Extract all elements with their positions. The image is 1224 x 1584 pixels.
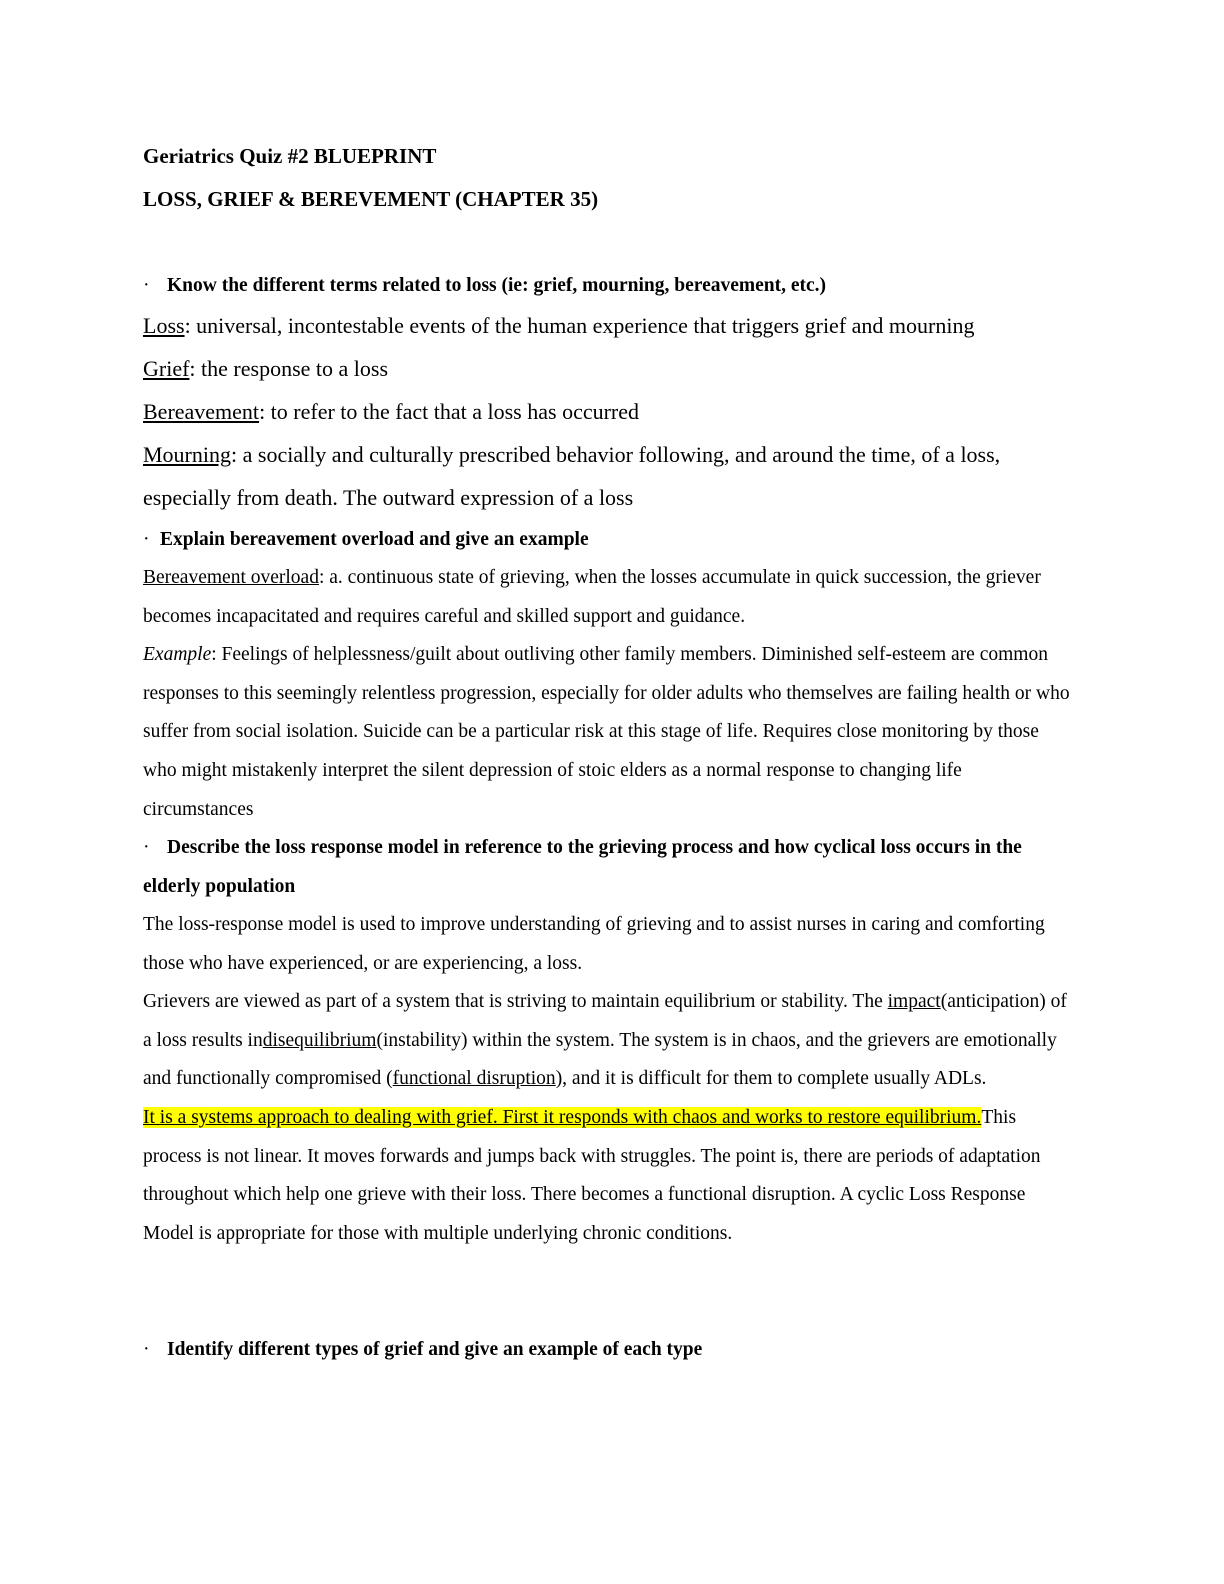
document-subtitle: LOSS, GRIEF & BEREVEMENT (CHAPTER 35) [143,187,599,211]
text-run: (anticipation) of a loss results in [143,991,1067,1051]
text-run: Grievers are viewed as part of a system that is striving to maintain equilibrium or stability. The [143,991,888,1013]
text-run: This process is not linear. It moves forwards and jumps back with struggles. The point is, there are periods of adaptation throughout which help one grieve with their loss. There becomes a functional disruption. A cyclic Loss Response Model is appropriate for those with multiple underlying chronic conditions. [143,1106,1041,1244]
bullet-icon: · [143,837,150,858]
definition-text: : universal, incontestable events of the human experience that triggers grief and mourning [184,313,975,338]
term-bereavement: Bereavement [143,399,260,424]
term-bereavement-overload: Bereavement overload [143,567,319,588]
text-run: ), and it is difficult for them to complete usually ADLs. [555,1068,987,1090]
example-text: : Feelings of helplessness/guilt about outliving other family members. Diminished self-esteem are common responses to this seemingly relentless progression, especially for older adults who themselves are failing health or who suffer from social isolation. Suicide can be a particular risk at this stage of life. Requires close monitoring by those who might mistakenly interpret the silent depression of stoic elders as a normal response to changing life circumstances [143,644,1070,820]
paragraph [143,983,1073,1099]
definition-text: : a socially and culturally prescribed behavior following, and around the time, of a loss, especially from death. The outward expression of a loss [143,442,1001,510]
heading-text: Describe the loss response model in reference to the grieving process and how cyclical loss occurs in the elderly population [143,837,1022,897]
term-functional-disruption: functional disruption [392,1068,556,1090]
overload-example [143,636,1073,829]
term-definitions [143,304,1083,519]
heading-text: Explain bereavement overload and give an example [160,529,589,550]
highlighted-text: It is a systems approach to dealing with grief. First it responds with chaos and works to restore equilibrium. [143,1106,982,1128]
term-mourning: Mourning [143,442,231,467]
definition-text: : the response to a loss [189,356,389,381]
definition-mourning [143,433,1083,519]
definition-grief [143,347,1083,390]
example-label: Example [143,644,212,666]
document-title: Geriatrics Quiz #2 BLUEPRINT [143,144,437,168]
bullet-icon: · [143,529,150,550]
definition-text: : to refer to the fact that a loss has occurred [259,399,640,424]
loss-response-body [143,906,1073,1253]
heading-text: Know the different terms related to loss (ie: grief, mourning, bereavement, etc.) [167,275,827,296]
definition-loss [143,304,1083,347]
paragraph [143,1099,1073,1253]
section-heading-overload [143,521,1078,560]
bullet-icon: · [143,275,150,296]
overload-body [143,559,1073,829]
term-loss: Loss [143,313,185,338]
definition-text: : a. continuous state of grieving, when the losses accumulate in quick succession, the griever becomes incapacitated and requires careful and skilled support and guidance. [143,567,1041,627]
definition-bereavement [143,390,1083,433]
term-grief: Grief [143,356,190,381]
section-heading-loss-response [143,829,1078,906]
paragraph: The loss-response model is used to improve understanding of grieving and to assist nurses in caring and comforting those who have experienced, or are experiencing, a loss. [143,914,1045,974]
bullet-icon: · [143,1339,150,1360]
overload-definition [143,559,1073,636]
heading-text: Identify different types of grief and give an example of each type [167,1339,703,1360]
text-run: (instability) within the system. The system is in chaos, and the grievers are emotionally and functionally compromised ( [143,1029,1057,1090]
section-heading-terms [143,267,1078,306]
term-disequilibrium: disequilibrium [262,1029,377,1051]
section-heading-grief-types [143,1331,1078,1370]
term-impact: impact [887,991,941,1013]
